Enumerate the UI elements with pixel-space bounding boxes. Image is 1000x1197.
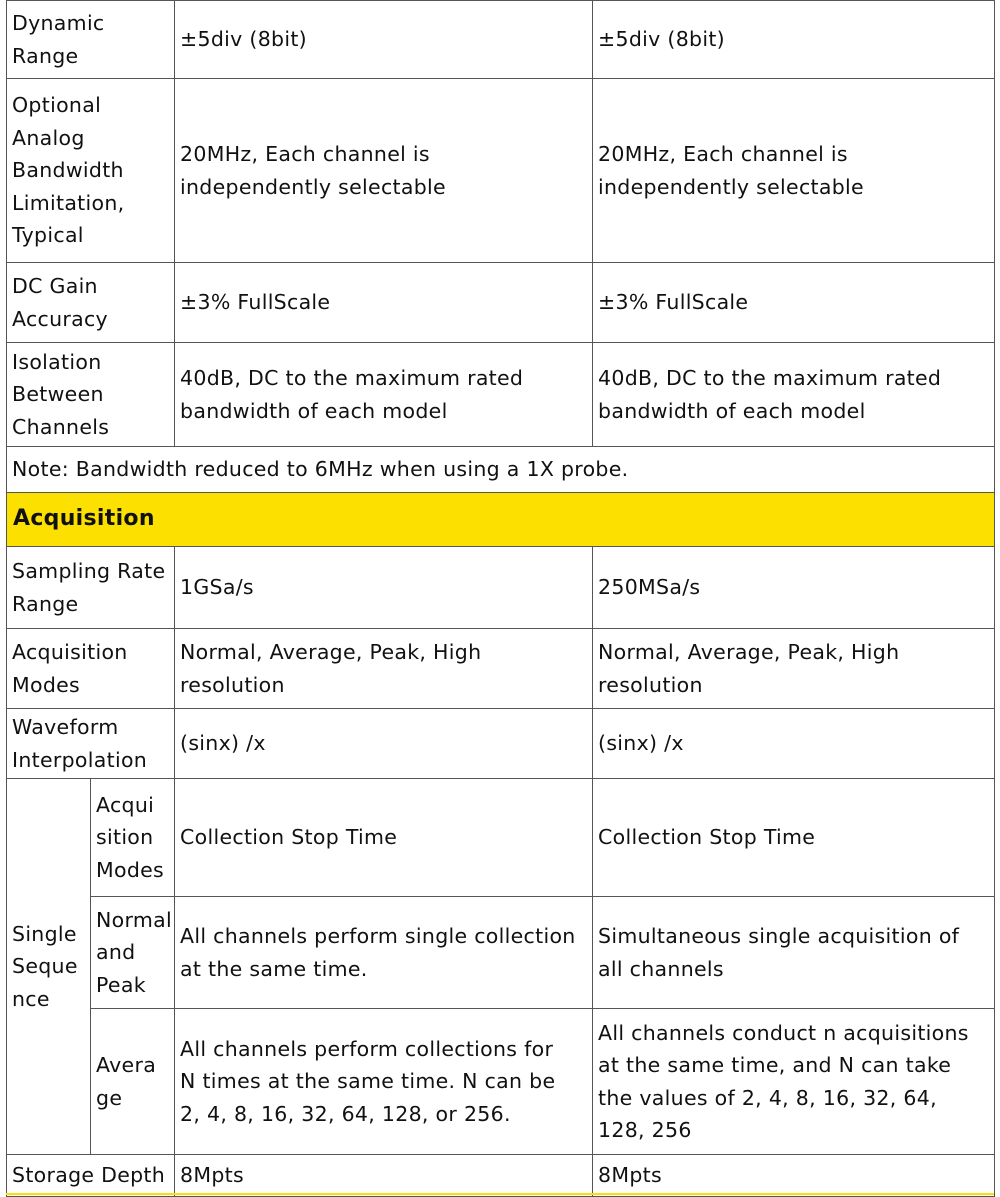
cell-model-b: ±3% FullScale <box>593 263 995 343</box>
row-single-seq-average <box>7 1009 995 1155</box>
cell-model-a: All channels perform single collection at the same time. <box>175 897 593 1009</box>
row-single-seq-acq-modes <box>7 779 995 897</box>
cell-model-a: 1GSa/s <box>175 547 593 629</box>
cell-model-a: 40dB, DC to the maximum rated bandwidth of each model <box>175 343 593 447</box>
sub-label: Acqui sition Modes <box>91 779 175 897</box>
section-header: Acquisition <box>7 493 995 547</box>
row-label: Acquisition Modes <box>7 629 175 709</box>
cell-model-a: 8Mpts <box>175 1155 593 1197</box>
row-label: Dynamic Range <box>7 1 175 79</box>
cell-model-b: All channels conduct n acquisitions at the same time, and N can take the values of 2, 4, 8, 16, 32, 64, 128, 256 <box>593 1009 995 1155</box>
row-label: DC Gain Accuracy <box>7 263 175 343</box>
row-label: Waveform Interpolation <box>7 709 175 779</box>
row-label: Sampling Rate Range <box>7 547 175 629</box>
row-label: Isolation Between Channels <box>7 343 175 447</box>
row-label: Optional Analog Bandwidth Limitation, Typical <box>7 79 175 263</box>
section-acquisition <box>7 493 995 547</box>
cell-model-b: 8Mpts <box>593 1155 995 1197</box>
sub-label: Normal and Peak <box>91 897 175 1009</box>
row-label: Storage Depth <box>7 1155 175 1197</box>
cell-model-b: 20MHz, Each channel is independently selectable <box>593 79 995 263</box>
row-acquisition-modes <box>7 629 995 709</box>
cell-model-b: 40dB, DC to the maximum rated bandwidth of each model <box>593 343 995 447</box>
row-bandwidth-limit <box>7 79 995 263</box>
row-note <box>7 447 995 493</box>
cell-model-b: (sinx) /x <box>593 709 995 779</box>
cell-model-a: All channels perform collections for N times at the same time. N can be 2, 4, 8, 16, 32, 64, 128, or 256. <box>175 1009 593 1155</box>
cell-model-a: 20MHz, Each channel is independently selectable <box>175 79 593 263</box>
row-isolation <box>7 343 995 447</box>
cell-model-b: Normal, Average, Peak, High resolution <box>593 629 995 709</box>
cell-model-a: Normal, Average, Peak, High resolution <box>175 629 593 709</box>
cell-model-b: Collection Stop Time <box>593 779 995 897</box>
row-label-single-sequence: Single Seque nce <box>7 779 91 1155</box>
cell-model-a: ±5div (8bit) <box>175 1 593 79</box>
row-dc-gain <box>7 263 995 343</box>
row-dynamic-range <box>7 1 995 79</box>
cell-model-a: Collection Stop Time <box>175 779 593 897</box>
sub-label: Avera ge <box>91 1009 175 1155</box>
spec-table <box>6 0 995 1197</box>
cell-model-b: Simultaneous single acquisition of all channels <box>593 897 995 1009</box>
cell-model-b: 250MSa/s <box>593 547 995 629</box>
cell-model-a: (sinx) /x <box>175 709 593 779</box>
row-sampling-rate <box>7 547 995 629</box>
bottom-accent-rule <box>6 1193 994 1195</box>
cell-model-b: ±5div (8bit) <box>593 1 995 79</box>
row-interpolation <box>7 709 995 779</box>
row-single-seq-normal-peak <box>7 897 995 1009</box>
cell-model-a: ±3% FullScale <box>175 263 593 343</box>
note-text: Note: Bandwidth reduced to 6MHz when using a 1X probe. <box>7 447 995 493</box>
row-storage-depth <box>7 1155 995 1197</box>
